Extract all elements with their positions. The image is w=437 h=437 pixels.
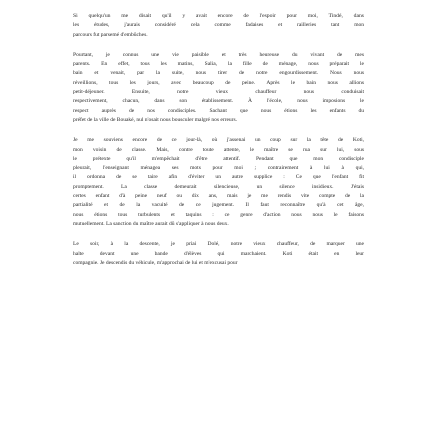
text-line: les études, j'aurais considéré cela comme fadaises et railleries tant mon (73, 22, 364, 29)
text-line: mon voisin de classe. Mais, contre toute attente, le maître se rua sur lui, sous (73, 146, 364, 153)
text-line: bain et venait, par la suite, nous tirer de notre engourdissement. Nous nous (73, 70, 364, 77)
text-line: Le soir, à la descente, je priai Dolé, notre vieux chauffeur, de marquer une (73, 241, 364, 248)
text-line: Pourtant, je connus une vie paisible et très heureuse du vivant de mes (73, 51, 364, 58)
text-line: parcours fut parsemé d'embûches. (73, 31, 148, 38)
text-line: certes enfant d'à peine neuf ou dix ans, mais je me rendis vite compte de la (73, 193, 364, 200)
text-line: compagnie. Je descendis du véhicule, m'approchai de lui et m'excusai pour (73, 259, 238, 266)
text-line: petit-déjeuner. Ensuite, notre vieux chauffeur nous conduisait (73, 89, 364, 96)
text-line: respectivement, chacun, dans son établissement. À l'école, nous imposions le (73, 98, 364, 105)
text-line: promptement. La classe demeurait silencieuse, un silence insidieux. J'étais (73, 183, 364, 190)
text-line: il ordonna de se taire afin d'éviter un autre supplice : Ce que l'enfant fit (73, 174, 364, 181)
text-line: parents. En effet, tous les matins, Salia, la fille de ménage, nous préparait le (73, 61, 364, 68)
text-line: respect auprès de nos condisciples. Sachant que nous étions les enfants du (73, 107, 364, 114)
text-line: partialité et de la vacuité de ce jugement. Il faut reconnaître qu'à cet âge, (73, 202, 364, 209)
text-line: pleurait, l'enseignant ménagea ses mots pour moi ; contrairement à lui à qui, (73, 165, 364, 172)
text-line: préfet de la ville de Bouaké, nul n'osait nous bousculer malgré nos erreurs. (73, 116, 237, 123)
text-line: réveillions, tous les jours, avec beaucoup de peine. Après le bain nous allions (73, 79, 364, 86)
paragraph-evening (73, 240, 364, 268)
text-line: nous étions tous turbulents et taquins : ce genre d'action nous nous le faisons (73, 211, 364, 218)
text-line: Je me souviens encore de ce jour-là, où j'assenai un coup sur la tête de Koti, (73, 137, 364, 144)
text-line: Si quelqu'un me disait qu'il y avait encore de l'espoir pour moi, Tindé, dans (73, 13, 364, 19)
text-line: halte devant une bande d'élèves qui marchaient. Koti était en leur (73, 250, 364, 257)
paragraph-intro (73, 12, 364, 40)
text-line: mutuellement. La sanction du maître aurait dû s'appliquer à nous deux. (73, 220, 229, 227)
paragraph-childhood (73, 51, 364, 125)
text-line: le prétexte qu'il m'empêchait d'être attentif. Pendant que mon condisciple (73, 155, 364, 162)
paragraph-memory (73, 136, 364, 229)
